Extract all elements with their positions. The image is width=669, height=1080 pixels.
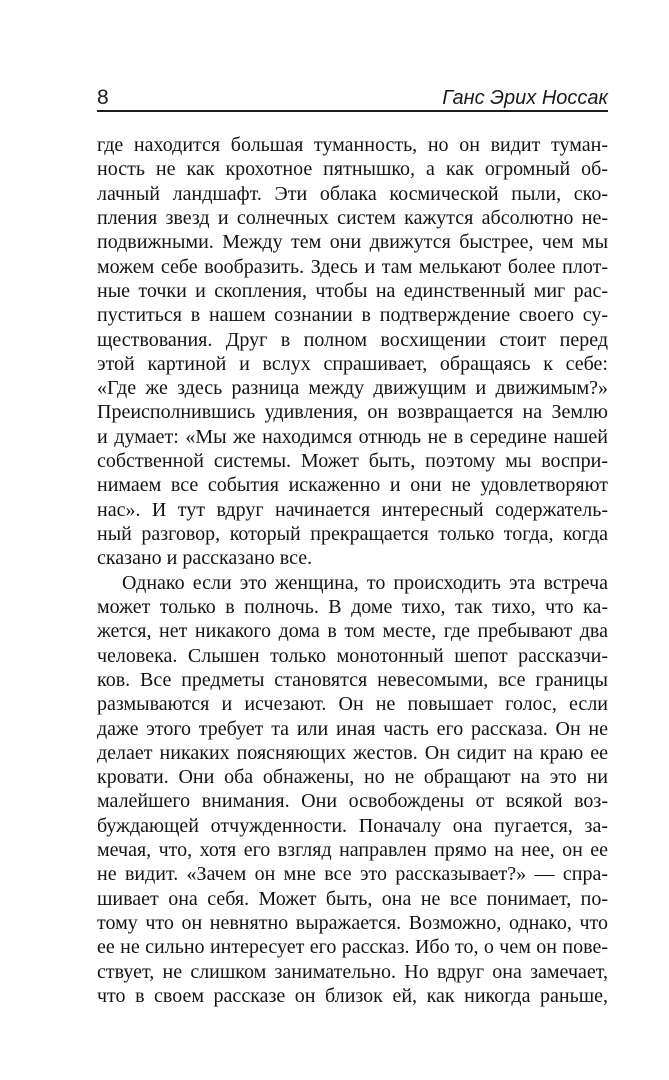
text-line: малейшего внимания. Они освобождены от всякой воз- bbox=[97, 790, 608, 813]
text-line: ществования. Друг в полном восхищении стоит перед bbox=[97, 328, 608, 351]
text-line: можем себе вообразить. Здесь и там мелькают более плот- bbox=[97, 255, 608, 278]
text-line: жется, нет никакого дома в том месте, где пребывают два bbox=[97, 620, 608, 643]
running-head bbox=[97, 80, 608, 108]
header-rule bbox=[97, 110, 608, 112]
text-line: сказано и рассказано все. bbox=[97, 547, 313, 570]
text-line: человека. Слышен только монотонный шепот рассказчи- bbox=[97, 644, 608, 667]
text-line: может только в полночь. В доме тихо, так тихо, что ка- bbox=[97, 595, 608, 618]
text-line: кровати. Они оба обнажены, но не обращают на это ни bbox=[97, 766, 608, 789]
text-line: ный разговор, который прекращается только тогда, когда bbox=[97, 523, 608, 545]
text-line: ее не сильно интересует его рассказ. Ибо то, о чем он пове- bbox=[97, 936, 608, 959]
text-line: ные точки и скопления, чтобы на единственный миг рас- bbox=[97, 279, 608, 302]
text-line: ков. Все предметы становятся невесомыми, все границы bbox=[97, 668, 608, 691]
text-line: Однако если это женщина, то происходить эта встреча bbox=[122, 571, 608, 594]
text-line: нас». И тут вдруг начинается интересный содержатель- bbox=[97, 498, 608, 521]
text-line: нимаем все события искаженно и они не удовлетворяют bbox=[97, 474, 608, 497]
text-line: где находится большая туманность, но он видит туман- bbox=[97, 134, 608, 156]
text-line: ность не как крохотное пятнышко, а как огромный об- bbox=[97, 158, 608, 181]
text-line: этой картиной и вслух спрашивает, обращаясь к себе: bbox=[97, 352, 608, 375]
text-line: что в своем рассказе он близок ей, как никогда раньше, bbox=[97, 984, 608, 1007]
text-line: и думает: «Мы же находимся отнюдь не в середине нашей bbox=[97, 425, 608, 448]
text-line: Преисполнившись удивления, он возвращается на Землю bbox=[97, 401, 608, 424]
text-line: собственной системы. Может быть, поэтому мы воспри- bbox=[97, 450, 608, 473]
text-line: шивает она себя. Может быть, она не все понимает, по- bbox=[97, 887, 608, 910]
author-name: Ганс Эрих Носсак bbox=[442, 87, 608, 109]
text-line: мечая, что, хотя его взгляд направлен прямо на нее, он ее bbox=[97, 839, 608, 862]
text-line: лачный ландшафт. Эти облака космической пыли, ско- bbox=[97, 182, 608, 205]
text-line: «Где же здесь разница между движущим и движимым?» bbox=[97, 377, 608, 400]
page-number: 8 bbox=[97, 86, 109, 109]
text-line: ствует, не слишком занимательно. Но вдруг она замечает, bbox=[97, 960, 608, 983]
text-block bbox=[97, 133, 608, 1008]
text-line: не видит. «Зачем он мне все это рассказывает?» — спра- bbox=[97, 863, 608, 886]
text-line: пления звезд и солнечных систем кажутся абсолютно не- bbox=[97, 206, 608, 229]
text-line: подвижными. Между тем они движутся быстрее, чем мы bbox=[97, 231, 608, 254]
text-line: размываются и исчезают. Он не повышает голос, если bbox=[97, 693, 608, 716]
text-line: даже этого требует та или иная часть его рассказа. Он не bbox=[97, 717, 608, 740]
text-line: делает никаких поясняющих жестов. Он сидит на краю ее bbox=[97, 741, 608, 764]
text-line: пуститься в нашем сознании в подтверждение своего су- bbox=[97, 304, 608, 327]
text-line: буждающей отчужденности. Поначалу она пугается, за- bbox=[97, 814, 608, 837]
text-line: тому что он невнятно выражается. Возможно, однако, что bbox=[97, 912, 608, 934]
